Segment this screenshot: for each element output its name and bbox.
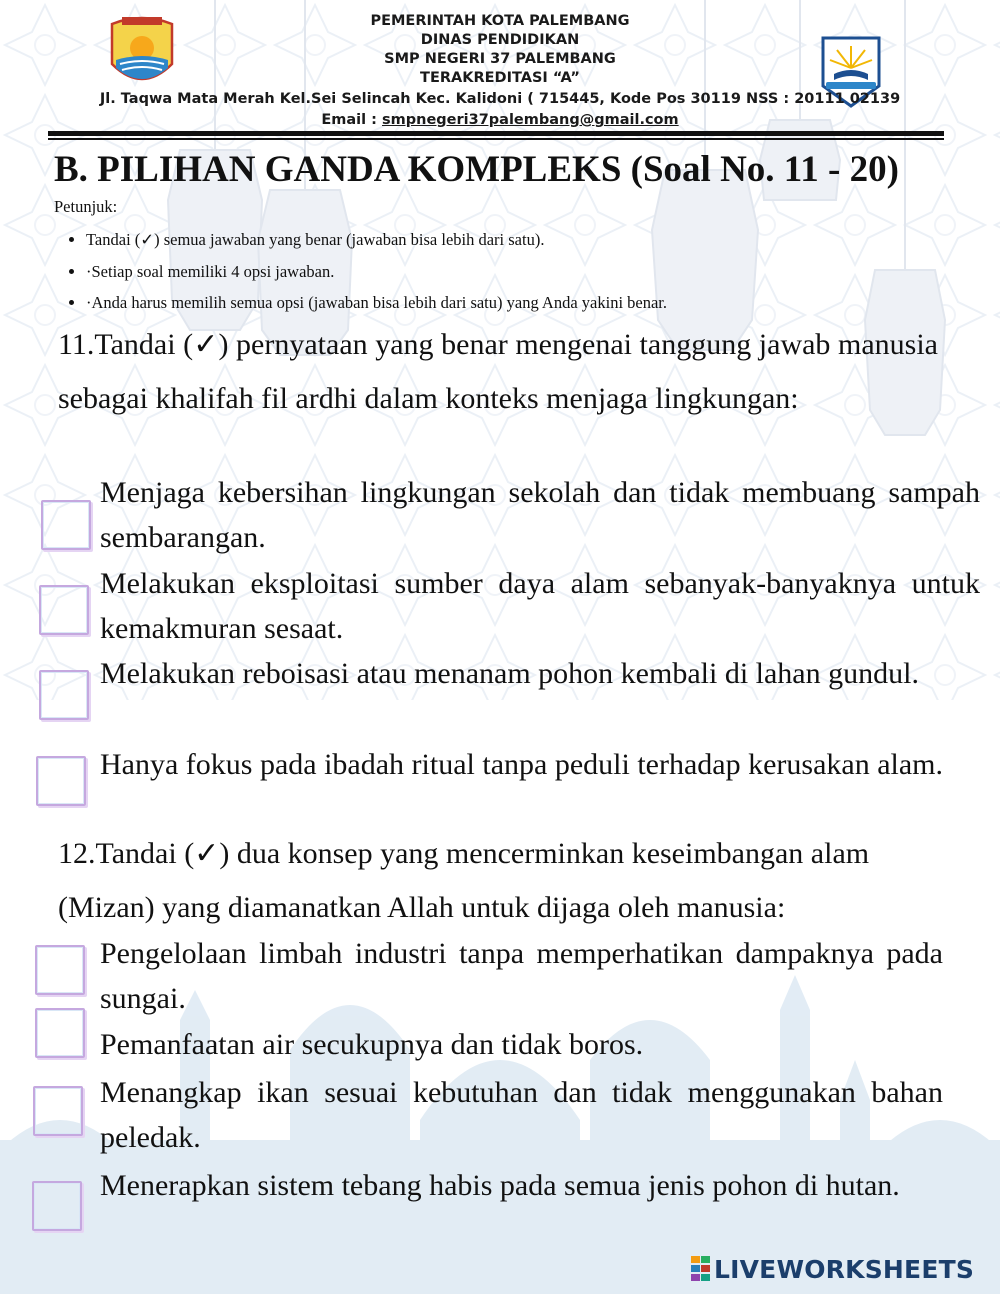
question-11-option-4-checkbox[interactable]: [36, 756, 86, 806]
instructions-list: [64, 224, 667, 319]
instruction-item: • ·Anda harus memilih semua opsi (jawaban bisa lebih dari satu) yang Anda yakini benar.: [86, 287, 667, 319]
question-12-option-2-checkbox[interactable]: [35, 1008, 85, 1058]
question-11-option-1-text: Menjaga kebersihan lingkungan sekolah dan tidak membuang sampah sembarangan.: [100, 476, 980, 554]
email-link[interactable]: smpnegeri37palembang@gmail.com: [382, 112, 679, 128]
question-12-option-1-text: Pengelolaan limbah industri tanpa memperhatikan dampaknya pada sungai.: [100, 937, 943, 1015]
liveworksheets-watermark: [691, 1252, 991, 1286]
letterhead-line-department: DINAS PENDIDIKAN: [420, 32, 580, 48]
question-12-text-line-1: 12.Tandai (✓) dua konsep yang mencerminkan keseimbangan alam: [58, 837, 870, 870]
question-11-option-1-checkbox[interactable]: [41, 500, 91, 550]
question-11-option-4-text: Hanya fokus pada ibadah ritual tanpa peduli terhadap kerusakan alam.: [100, 748, 944, 781]
instruction-item: • Tandai (✓) semua jawaban yang benar (jawaban bisa lebih dari satu).: [86, 224, 667, 256]
question-11-option-3-text: Melakukan reboisasi atau menanam pohon kembali di lahan gundul.: [100, 657, 919, 690]
instructions-label: Petunjuk:: [54, 197, 118, 216]
question-12-option-3-checkbox[interactable]: [33, 1086, 83, 1136]
question-11-option-3-checkbox[interactable]: [39, 670, 89, 720]
question-11-option-2-text: Melakukan eksploitasi sumber daya alam sebanyak-banyaknya untuk kemakmuran sesaat.: [100, 567, 980, 645]
question-12-option-1-checkbox[interactable]: [35, 945, 85, 995]
liveworksheets-text: LIVEWORKSHEETS: [714, 1254, 975, 1284]
question-12-option-4-text: Menerapkan sistem tebang habis pada semua jenis pohon di hutan.: [100, 1169, 900, 1202]
letterhead-line-accreditation: TERAKREDITASI “A”: [420, 70, 580, 86]
letterhead-address: Jl. Taqwa Mata Merah Kel.Sei Selincah Kec. Kalidoni ( 715445, Kode Pos 30119 NSS : 20111 02139: [99, 91, 901, 107]
letterhead-line-school: SMP NEGERI 37 PALEMBANG: [384, 51, 616, 67]
letterhead-email: [250, 110, 750, 130]
city-emblem-icon: [108, 14, 176, 90]
section-title: B. PILIHAN GANDA KOMPLEKS (Soal No. 11 - 20): [54, 149, 899, 190]
question-12-option-4-checkbox[interactable]: [32, 1181, 82, 1231]
question-12-text: [58, 827, 938, 935]
question-12-option-3-text: Menangkap ikan sesuai kebutuhan dan tidak menggunakan bahan peledak.: [100, 1076, 943, 1154]
email-label: Email :: [321, 112, 382, 128]
liveworksheets-logo-icon: [691, 1256, 711, 1282]
question-11-text: 11.Tandai (✓) pernyataan yang benar mengenai tanggung jawab manusia sebagai khalifah fil ardhi dalam konteks menjaga lingkungan:: [58, 328, 938, 415]
question-11-option-2-checkbox[interactable]: [39, 585, 89, 635]
letterhead-rule-thick: [48, 131, 944, 136]
letterhead-heading: [250, 12, 750, 88]
question-12-text-line-2: (Mizan) yang diamanatkan Allah untuk dijaga oleh manusia:: [58, 891, 786, 924]
instruction-item: • ·Setiap soal memiliki 4 opsi jawaban.: [86, 256, 667, 288]
question-12-option-2-text: Pemanfaatan air secukupnya dan tidak boros.: [100, 1028, 644, 1061]
letterhead-line-government: PEMERINTAH KOTA PALEMBANG: [370, 13, 630, 29]
letterhead-rule-thin: [48, 138, 944, 140]
